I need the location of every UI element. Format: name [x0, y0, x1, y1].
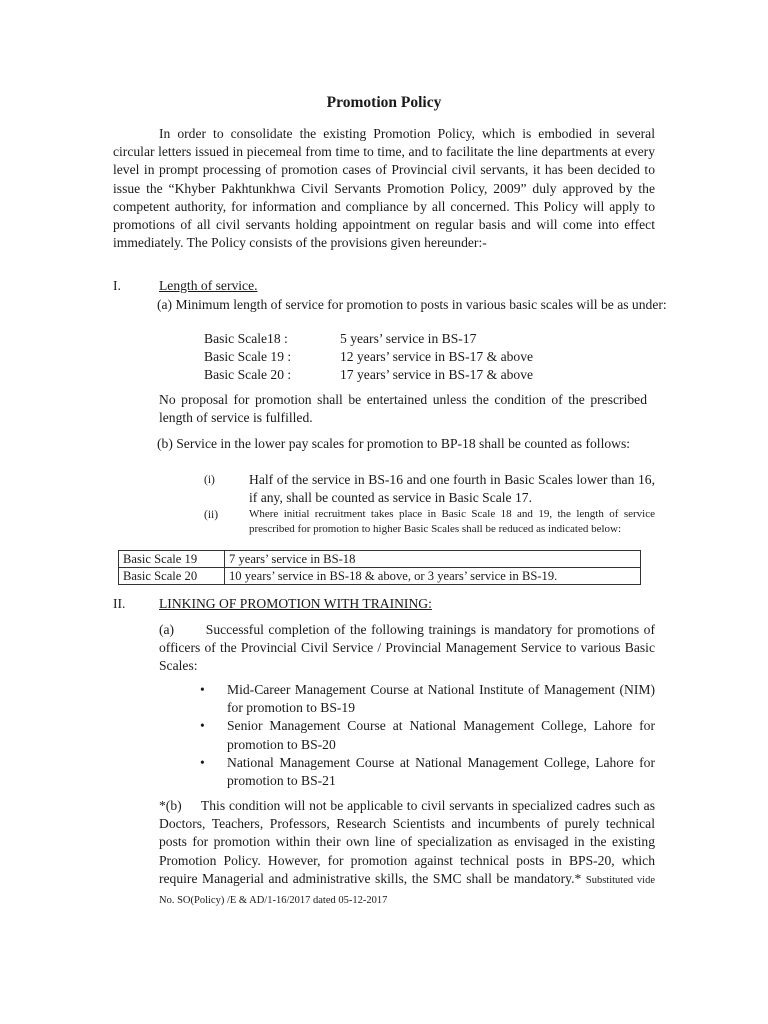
no-proposal-paragraph: No proposal for promotion shall be entertained unless the condition of the prescribed length of service is fulfilled.: [159, 392, 647, 426]
scale-label: Basic Scale 20 :: [204, 367, 292, 382]
section-2-heading: LINKING OF PROMOTION WITH TRAINING:: [159, 596, 432, 611]
item-ii-number: (ii): [204, 509, 219, 521]
service-table: [118, 550, 641, 585]
table-cell: 10 years’ service in BS-18 & above, or 3 years’ service in BS-19.: [225, 568, 641, 585]
scale-value: 12 years’ service in BS-17 & above: [340, 349, 534, 364]
section-2-clause-a: (a) Successful completion of the following trainings is mandatory for promotions of officers of the Provincial Civil Service / Provincial Management Service to various Basic Scales:: [159, 622, 655, 674]
scale-row: [204, 330, 476, 348]
section-2-clause-b: [159, 797, 655, 910]
scale-row: [204, 366, 533, 384]
section-1-clause-b: (b) Service in the lower pay scales for promotion to BP-18 shall be counted as follows:: [157, 436, 631, 451]
scale-label: Basic Scale 19 :: [204, 349, 292, 364]
training-list: [200, 681, 655, 790]
table-cell: Basic Scale 20: [119, 568, 225, 585]
item-ii-text: Where initial recruitment takes place in Basic Scale 18 and 19, the length of service prescribed for promotion to higher Basic Scales shall be reduced as indicated below:: [249, 508, 655, 535]
bullet-icon: •: [200, 754, 205, 770]
section-1-clause-a: (a) Minimum length of service for promotion to posts in various basic scales will be as under:: [157, 297, 667, 312]
scale-label: Basic Scale18 :: [204, 331, 288, 346]
section-2-number: II.: [113, 596, 126, 611]
table-row: [119, 568, 641, 585]
list-item: • National Management Course at National Management College, Lahore for promotion to BS-21: [200, 754, 655, 789]
section-1-heading: Length of service.: [159, 278, 258, 293]
bullet-icon: •: [200, 682, 205, 697]
table-cell: 7 years’ service in BS-18: [225, 551, 641, 568]
section-1-number: I.: [113, 278, 121, 293]
intro-paragraph: In order to consolidate the existing Promotion Policy, which is embodied in several circular letters issued in piecemeal from time to time, and to facilitate the line departments at every level in prompt processing of promotion cases of Provincial civil servants, it has been decided to issue the “Khyber Pakhtunkhwa Civil Servants Promotion Policy, 2009” duly approved by the competent authority, for information and compliance by all concerned. This Policy will apply to promotions of all civil servants holding appointment on regular basis and will come into effect immediately. The Policy consists of the provisions given hereunder:-: [113, 126, 655, 251]
list-item: • Mid-Career Management Course at National Institute of Management (NIM) for promotion to BS-19: [200, 682, 655, 716]
item-i-number: (i): [204, 474, 215, 486]
table-cell: Basic Scale 19: [119, 551, 225, 568]
substitution-footnote: Substituted vide No. SO(Policy) /E & AD/1-16/2017 dated 05-12-2017: [159, 874, 655, 907]
bullet-icon: •: [200, 718, 205, 734]
scale-row: [204, 348, 533, 366]
clause-b-text: *(b) This condition will not be applicable to civil servants in specialized cadres such as Doctors, Teachers, Professors, Research Scientists and incumbents of purely technical posts for promotion within their own line of specialization as envisaged in the existing Promotion Policy. However, for promotion against technical posts in BPS-20, which require Managerial and administrative skills, the SMC shall be mandatory.*: [159, 798, 655, 886]
list-item: • Senior Management Course at National Management College, Lahore for promotion to BS-20: [200, 718, 655, 752]
item-i-text: Half of the service in BS-16 and one fourth in Basic Scales lower than 16, if any, shall be counted as service in Basic Scale 17.: [249, 472, 655, 506]
scale-value: 5 years’ service in BS-17: [340, 331, 477, 346]
scale-value: 17 years’ service in BS-17 & above: [340, 367, 534, 382]
table-row: [119, 551, 641, 568]
page-title: Promotion Policy: [326, 94, 442, 111]
